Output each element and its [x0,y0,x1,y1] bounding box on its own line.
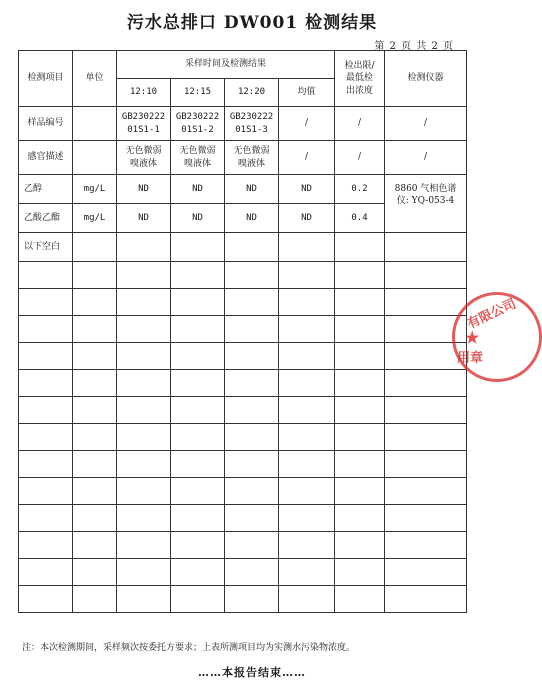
sample-instrument: / [385,107,467,141]
sensory-desc-1b: 嗅液体 [129,158,157,169]
empty-cell [171,316,225,343]
empty-cell [117,586,171,613]
empty-cell [385,505,467,532]
empty-cell [171,424,225,451]
header-group: 采样时间及检测结果 [117,51,335,79]
empty-cell [73,289,117,316]
sample-id-1a: GB230222 [121,112,166,123]
instrument-line-2: 仪: YQ-053-4 [396,196,455,207]
data-row-ethanol [19,175,467,204]
empty-cell [19,370,73,397]
empty-cell [335,478,385,505]
sensory-desc-2 [171,141,225,175]
empty-cell [225,424,279,451]
header-time-1: 12:10 [117,79,171,107]
empty-cell [335,424,385,451]
ethyl-acetate-limit: 0.4 [335,204,385,233]
sample-row [19,107,467,141]
empty-cell [117,451,171,478]
item-ethanol: 乙醇 [19,175,73,204]
empty-cell [385,397,467,424]
sample-id-3b: 01S1-3 [235,124,268,135]
empty-row [19,397,467,424]
empty-cell [171,451,225,478]
empty-cell [385,532,467,559]
empty-cell [19,424,73,451]
empty-cell [279,343,335,370]
empty-row [19,505,467,532]
sensory-unit [73,141,117,175]
empty-cell [335,370,385,397]
blank-cell [171,233,225,262]
empty-cell [225,262,279,289]
empty-cell [73,478,117,505]
sample-label: 样品编号 [19,107,73,141]
blank-note-row [19,233,467,262]
empty-cell [19,451,73,478]
empty-cell [385,262,467,289]
header-unit: 单位 [73,51,117,107]
empty-cell [385,424,467,451]
empty-cell [73,532,117,559]
ethyl-acetate-r2: ND [171,204,225,233]
sample-mean: / [279,107,335,141]
empty-row [19,478,467,505]
empty-row [19,316,467,343]
empty-cell [73,262,117,289]
header-instrument: 检测仪器 [385,51,467,107]
instrument-cell [385,175,467,233]
empty-cell [171,397,225,424]
empty-cell [335,289,385,316]
empty-cell [335,505,385,532]
seal-text-upper: 有限公司 [465,296,519,333]
empty-cell [19,343,73,370]
sensory-desc-3 [225,141,279,175]
empty-cell [117,559,171,586]
empty-cell [335,532,385,559]
header-time-2: 12:15 [171,79,225,107]
header-row-1 [19,51,467,79]
empty-cell [279,451,335,478]
empty-cell [73,397,117,424]
sensory-row [19,141,467,175]
empty-cell [335,397,385,424]
empty-row [19,451,467,478]
empty-cell [385,451,467,478]
empty-cell [335,316,385,343]
empty-cell [19,586,73,613]
blank-rows [19,262,467,613]
empty-cell [73,586,117,613]
empty-cell [279,397,335,424]
unit-ethyl-acetate: mg/L [73,204,117,233]
sensory-mean: / [279,141,335,175]
empty-cell [73,559,117,586]
empty-cell [171,532,225,559]
empty-cell [19,397,73,424]
ethanol-r3: ND [225,175,279,204]
empty-cell [73,451,117,478]
report-title: 污水总排口 DW001 检测结果 [126,13,378,33]
empty-cell [117,532,171,559]
empty-cell [225,343,279,370]
empty-cell [19,262,73,289]
empty-cell [117,262,171,289]
sample-limit: / [335,107,385,141]
empty-cell [225,505,279,532]
empty-cell [225,478,279,505]
empty-row [19,289,467,316]
blank-cell [117,233,171,262]
empty-cell [279,559,335,586]
empty-row [19,343,467,370]
sensory-desc-3b: 嗅液体 [237,158,265,169]
blank-cell [73,233,117,262]
empty-cell [117,343,171,370]
header-detection-limit [335,51,385,107]
empty-cell [171,505,225,532]
empty-cell [335,343,385,370]
empty-cell [279,262,335,289]
empty-cell [19,559,73,586]
sample-id-1b: 01S1-1 [127,124,160,135]
footnote: 注：本次检测期间，采样频次按委托方要求；上表所测项目均为实测水污染物浓度。 [22,643,356,653]
empty-row [19,262,467,289]
empty-cell [117,289,171,316]
seal-text-lower: 用章 [457,351,484,366]
sensory-label: 感官描述 [19,141,73,175]
empty-cell [73,370,117,397]
empty-cell [117,370,171,397]
empty-cell [335,586,385,613]
seal-star-icon: ★ [465,328,480,347]
sensory-desc-2b: 嗅液体 [183,158,211,169]
item-ethyl-acetate: 乙酸乙酯 [19,204,73,233]
sensory-desc-1a: 无色微弱 [125,146,162,157]
empty-cell [385,478,467,505]
blank-cell [225,233,279,262]
ethanol-r1: ND [117,175,171,204]
empty-cell [19,289,73,316]
empty-cell [385,559,467,586]
sample-unit [73,107,117,141]
empty-cell [225,559,279,586]
ethyl-acetate-r3: ND [225,204,279,233]
company-seal [452,292,542,382]
empty-cell [385,586,467,613]
instrument-line-1: 8860 气相色谱 [394,184,457,194]
header-mean: 均值 [279,79,335,107]
empty-cell [73,505,117,532]
empty-cell [171,478,225,505]
sensory-desc-3a: 无色微弱 [233,146,270,157]
empty-row [19,586,467,613]
blank-cell [385,233,467,262]
empty-cell [279,478,335,505]
ethanol-limit: 0.2 [335,175,385,204]
sample-id-3a: GB230222 [229,112,274,123]
empty-cell [117,316,171,343]
blank-note: 以下空白 [19,233,73,262]
empty-cell [171,289,225,316]
empty-cell [279,586,335,613]
empty-cell [279,532,335,559]
empty-cell [19,532,73,559]
sensory-desc-1 [117,141,171,175]
empty-cell [73,343,117,370]
empty-cell [225,532,279,559]
header-item: 检测项目 [19,51,73,107]
empty-cell [385,370,467,397]
empty-cell [279,424,335,451]
empty-cell [19,478,73,505]
sample-id-2b: 01S1-2 [181,124,214,135]
blank-cell [335,233,385,262]
empty-cell [171,343,225,370]
empty-cell [117,397,171,424]
empty-row [19,532,467,559]
empty-cell [279,370,335,397]
empty-cell [279,316,335,343]
results-table [18,50,467,613]
sample-id-2a: GB230222 [175,112,220,123]
unit-ethanol: mg/L [73,175,117,204]
empty-cell [171,262,225,289]
sample-id-1 [117,107,171,141]
ethyl-acetate-mean: ND [279,204,335,233]
empty-cell [279,505,335,532]
empty-cell [385,289,467,316]
empty-cell [19,505,73,532]
empty-cell [225,451,279,478]
sample-id-3 [225,107,279,141]
sensory-instrument: / [385,141,467,175]
empty-cell [225,370,279,397]
limit-line-1: 检出限/ [344,61,375,72]
empty-cell [335,451,385,478]
limit-line-3: 出浓度 [346,85,374,96]
empty-cell [73,316,117,343]
empty-cell [19,316,73,343]
empty-cell [225,316,279,343]
sample-id-2 [171,107,225,141]
blank-cell [279,233,335,262]
empty-row [19,424,467,451]
empty-cell [225,289,279,316]
ethanol-r2: ND [171,175,225,204]
empty-cell [335,262,385,289]
empty-row [19,370,467,397]
empty-cell [117,478,171,505]
empty-cell [73,424,117,451]
ethanol-mean: ND [279,175,335,204]
page-indicator: 第 2 页 共 2 页 [374,41,454,52]
empty-cell [171,586,225,613]
sensory-limit: / [335,141,385,175]
empty-cell [225,397,279,424]
end-of-report: ……本报告结束…… [198,666,306,679]
ethyl-acetate-r1: ND [117,204,171,233]
limit-line-2: 最低检 [346,73,374,84]
empty-cell [279,289,335,316]
sensory-desc-2a: 无色微弱 [179,146,216,157]
empty-cell [171,370,225,397]
empty-cell [117,505,171,532]
empty-cell [117,424,171,451]
empty-cell [225,586,279,613]
header-time-3: 12:20 [225,79,279,107]
empty-cell [171,559,225,586]
empty-row [19,559,467,586]
empty-cell [335,559,385,586]
